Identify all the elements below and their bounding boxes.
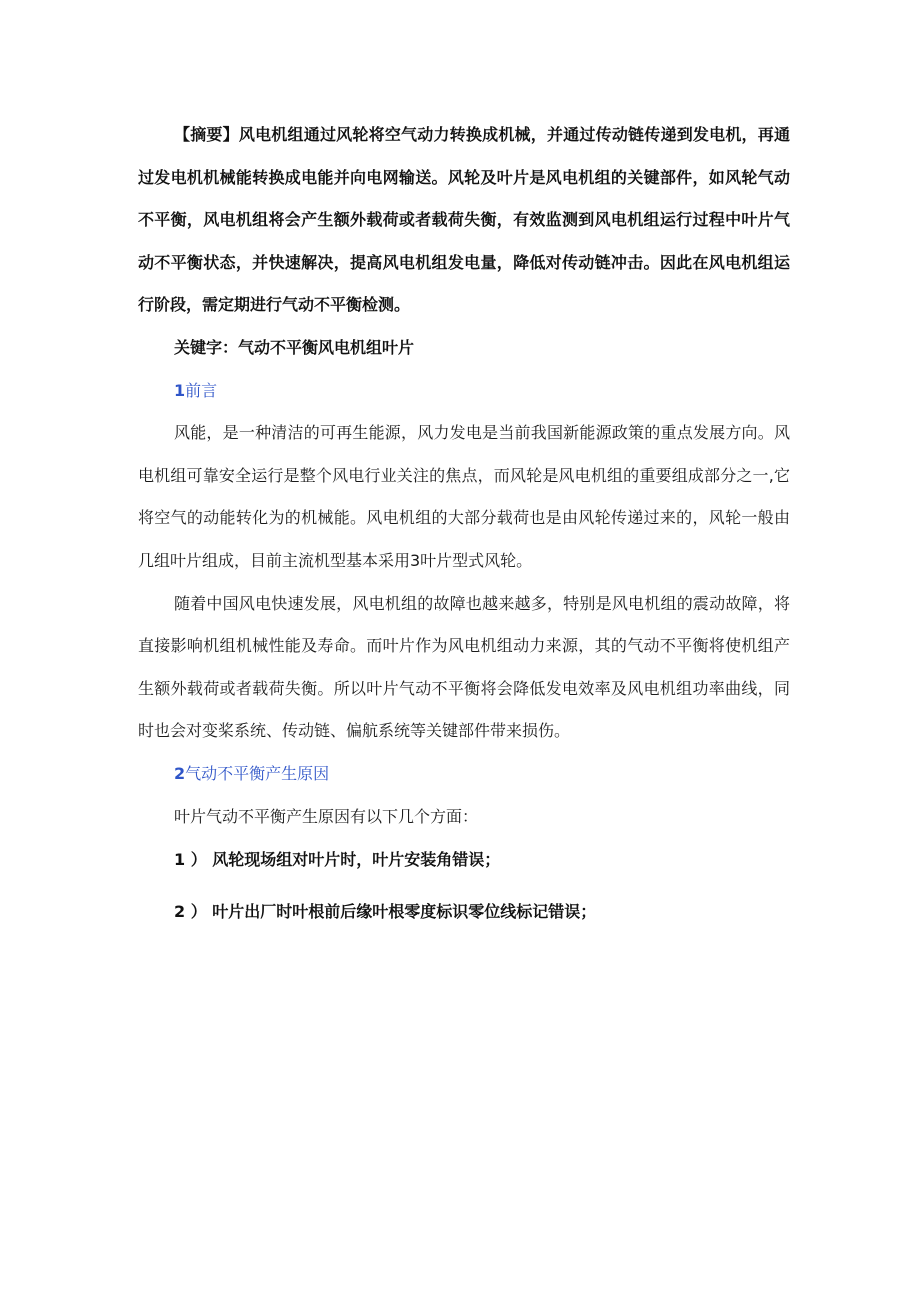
- abstract-paragraph: [138, 114, 790, 327]
- keywords-text: 气动不平衡风电机组叶片: [238, 337, 415, 357]
- abstract-text: 风电机组通过风轮将空气动力转换成机械，并通过传动链传递到发电机，再通过发电机机械能转换成电能并向电网输送。风轮及叶片是风电机组的关键部件，如风轮气动不平衡，风电机组将会产生额外载荷或者载荷失衡，有效监测到风电机组运行过程中叶片气动不平衡状态，并快速解决，提高风电机组发电量，降低对传动链冲击。因此在风电机组运行阶段，需定期进行气动不平衡检测。: [138, 125, 790, 315]
- keywords-line: [138, 327, 790, 370]
- abstract-label: 【摘要】: [174, 125, 239, 144]
- cause-item-1: 1 ） 风轮现场组对叶片时，叶片安装角错误；: [174, 850, 501, 870]
- section2-heading: [138, 753, 790, 796]
- section2-title: 气动不平衡产生原因: [185, 763, 330, 783]
- section1-title: 前言: [185, 380, 218, 400]
- section1-number: 1: [174, 380, 186, 400]
- document-page: [138, 114, 790, 926]
- keywords-label: 关键字：: [174, 337, 239, 357]
- spacer: [138, 838, 790, 846]
- cause-item-2: 2 ） 叶片出厂时叶根前后缘叶根零度标识零位线标记错误；: [174, 902, 597, 922]
- section1-paragraph-1: 风能，是一种清洁的可再生能源，风力发电是当前我国新能源政策的重点发展方向。风电机组可靠安全运行是整个风电行业关注的焦点，而风轮是风电机组的重要组成部分之一,它将空气的动能转化为的机械能。风电机组的大部分载荷也是由风轮传递过来的，风轮一般由几组叶片组成，目前主流机型基本采用3叶片型式风轮。: [138, 423, 790, 570]
- section2-intro: 叶片气动不平衡产生原因有以下几个方面：: [174, 806, 479, 826]
- section2-number: 2: [174, 763, 186, 783]
- section1-heading: [138, 370, 790, 413]
- section1-paragraph-2: 随着中国风电快速发展，风电机组的故障也越来越多，特别是风电机组的震动故障，将直接影响机组机械性能及寿命。而叶片作为风电机组动力来源，其的气动不平衡将使机组产生额外载荷或者载荷失衡。所以叶片气动不平衡将会降低发电效率及风电机组功率曲线，同时也会对变桨系统、传动链、偏航系统等关键部件带来损伤。: [138, 593, 790, 741]
- spacer: [138, 874, 790, 898]
